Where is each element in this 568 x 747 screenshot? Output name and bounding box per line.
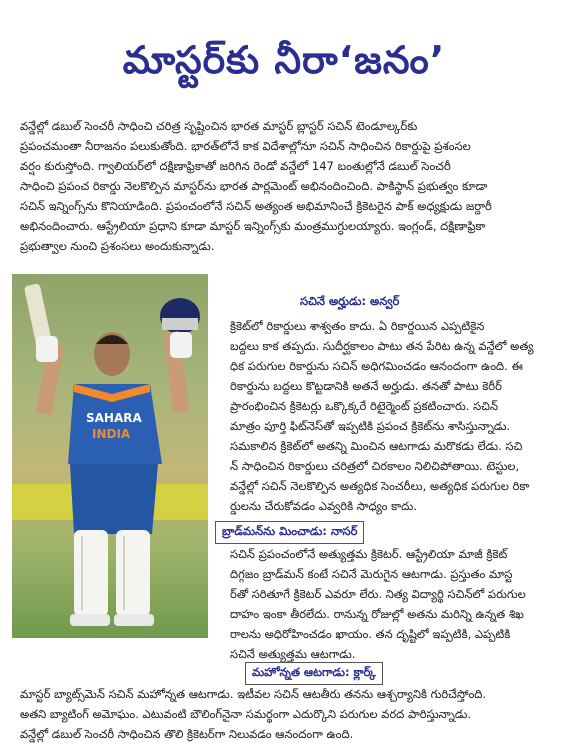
section2-line: దాహం ఇంకా తీరలేదు. రానున్న రోజుల్లో అతను మరిన్ని ఉన్నత శిఖ bbox=[230, 607, 524, 621]
section1-line: న్ సాధించిన రికార్డులు చరిత్రలో చిరకాలం నిలిచిపోతాయి. టెస్టుల, bbox=[230, 459, 520, 473]
sachin-photo bbox=[12, 274, 208, 638]
section1-line: వన్డేల్లో సచిన్ నెలకొల్పిన అత్యధిక సెంచరీలు, అత్యధిక పరుగుల రికా bbox=[230, 479, 530, 493]
section2-line: దిగ్గజం బ్రాడ్‌మన్ కంటే సచినే మెరుగైన ఆటగాడు. ప్రస్తుతం మాస్ట bbox=[230, 567, 513, 581]
section2-line: సచినే అత్యుత్తమ ఆటగాడు. bbox=[230, 647, 356, 661]
section1-line: రికార్డును బద్దలు కొట్టడానికి అతనే అర్హుడు. తనతో పాటు కెరీర్ bbox=[230, 379, 502, 393]
intro-line: సాధించి ప్రపంచ రికార్డు నెలకొల్పిన మాస్టర్‌ను భారత పార్లమెంట్ అభినందించింది. పాకిస్థాన్ ప్రభుత్వం కూడా bbox=[20, 179, 488, 193]
intro-line: వర్షం కురుస్తోంది. గ్వాలియర్‌లో దక్షిణాఫ్రికాతో జరిగిన రెండో వన్డేలో 147 బంతుల్లోనే డబుల్ సెంచరీ bbox=[20, 159, 451, 173]
section3-line: మాస్టర్ బ్యాట్స్‌మెన్ సచిన్ మహోన్నత ఆటగాడు. ఇటీవల సచిన్ ఆటతీరు తనను ఆశ్చర్యానికి గురిచేస్తోంది. bbox=[20, 687, 487, 701]
intro-paragraph bbox=[20, 116, 492, 256]
section2-line: సచిన్ ప్రపంచంలోనే అత్యుత్తమ క్రికెటర్. ఆస్ట్రేలియా మాజీ క్రికెట్ bbox=[230, 547, 508, 561]
section1-line: క్రికెట్‌లో రికార్డులు శాశ్వతం కాదు. ఏ రికార్డయిన ఎప్పటికైన bbox=[230, 319, 485, 333]
intro-line: అభినందించారు. ఆస్ట్రేలియా ప్రధాని కూడా మాస్టర్ ఇన్నింగ్స్‌కు మంత్రముగ్ధులయ్యారు. ఇంగ్లండ్, దక్షిణాఫ్రికా bbox=[20, 219, 486, 233]
intro-line: ప్రపంచమంతా నీరాజనం పలుకుతోంది. భారత్‌లోనే కాక విదేశాల్లోనూ సచిన్ సాధించిన రికార్డుపై ప్రశంసల bbox=[20, 139, 471, 153]
intro-line: సచిన్ ఇన్నింగ్స్‌ను కొనియాడింది. ప్రపంచంలోనే సచిన్ అత్యంత అభిమానించే క్రికెటరైన పాక్ అధ్యక్షుడు జర్దారీ bbox=[20, 199, 492, 213]
intro-line: ప్రభుత్వాల నుంచి ప్రశంసలు అందుకున్నాడు. bbox=[20, 239, 215, 253]
intro-line: వన్డేల్లో డబుల్ సెంచరీ సాధించి చరిత్ర సృష్టించిన భారత మాస్టర్ బ్లాస్టర్ సచిన్ టెండూల్కర్‌కు bbox=[20, 119, 418, 133]
section1-line: బద్దలు కాక తప్పదు. సుదీర్ఘకాలం పాటు తన పేరిట ఉన్న వన్డేలో అత్య bbox=[230, 339, 534, 353]
section2-line: రాలను అధిరోహించడం ఖాయం. తన దృష్టిలో ఇప్పటికి, ఎప్పటికి bbox=[230, 627, 511, 641]
section3-body bbox=[20, 684, 486, 744]
headline: మాస్టర్‌కు నీరా‘జనం’ bbox=[122, 38, 446, 82]
section1-line: ప్రారంభించిన క్రికెటర్లు ఒక్కొక్కరే రిటైర్మెంట్ ప్రకటించారు. సచిన్ bbox=[230, 399, 499, 413]
section3-line: వన్డేల్లో డబుల్ సెంచరీ సాధించిన తొలి క్రికెటర్‌గా నిలువడం ఆనందంగా ఉంది. bbox=[20, 727, 354, 741]
section1-line: సమకాలిన క్రికెట్‌లో అతన్ని మించిన ఆటగాడు మరొకడు లేడు. సచి bbox=[230, 439, 523, 453]
section3-line: అతని బ్యాటింగ్ అమోఘం. ఎటువంటి బౌలింగ్‌నైనా సమర్థంగా ఎదుర్కొని పరుగుల వరద పారిస్తున్నాడు. bbox=[20, 707, 471, 721]
jersey-team-text: INDIA bbox=[92, 427, 131, 441]
section1-line: ర్డులను చేరుకోవడం ఎవ్వరికి సాధ్యం కాదు. bbox=[230, 499, 417, 513]
section2-heading: బ్రాడ్‌మన్‌ను మించాడు: నాసర్ bbox=[215, 521, 364, 544]
jersey-sponsor-text: SAHARA bbox=[86, 411, 142, 425]
cricketer-illustration bbox=[12, 274, 208, 638]
section1-line: మాత్రం పూర్తి ఫిట్‌నెస్‌తో ఇప్పటికి ప్రపంచ క్రికెట్‌ను శాసిస్తున్నాడు. bbox=[230, 419, 511, 433]
section3-heading: మహోన్నత ఆటగాడు: క్లార్క్ bbox=[245, 662, 383, 685]
section1-line: ధిక పరుగుల రికార్డును సచిన్ అధిగమించడం ఆనందంగా ఉంది. ఈ bbox=[230, 359, 523, 373]
section1-heading: సచినే అర్హుడు: అన్వర్ bbox=[300, 294, 400, 308]
section2-line: ర్‌తో సరితూగే క్రికెటర్ ఎవరూ లేరు. నిత్య విద్యార్థి సచిన్‌లో పరుగుల bbox=[230, 587, 526, 601]
section2-body bbox=[230, 544, 526, 664]
section1-body bbox=[230, 316, 534, 516]
